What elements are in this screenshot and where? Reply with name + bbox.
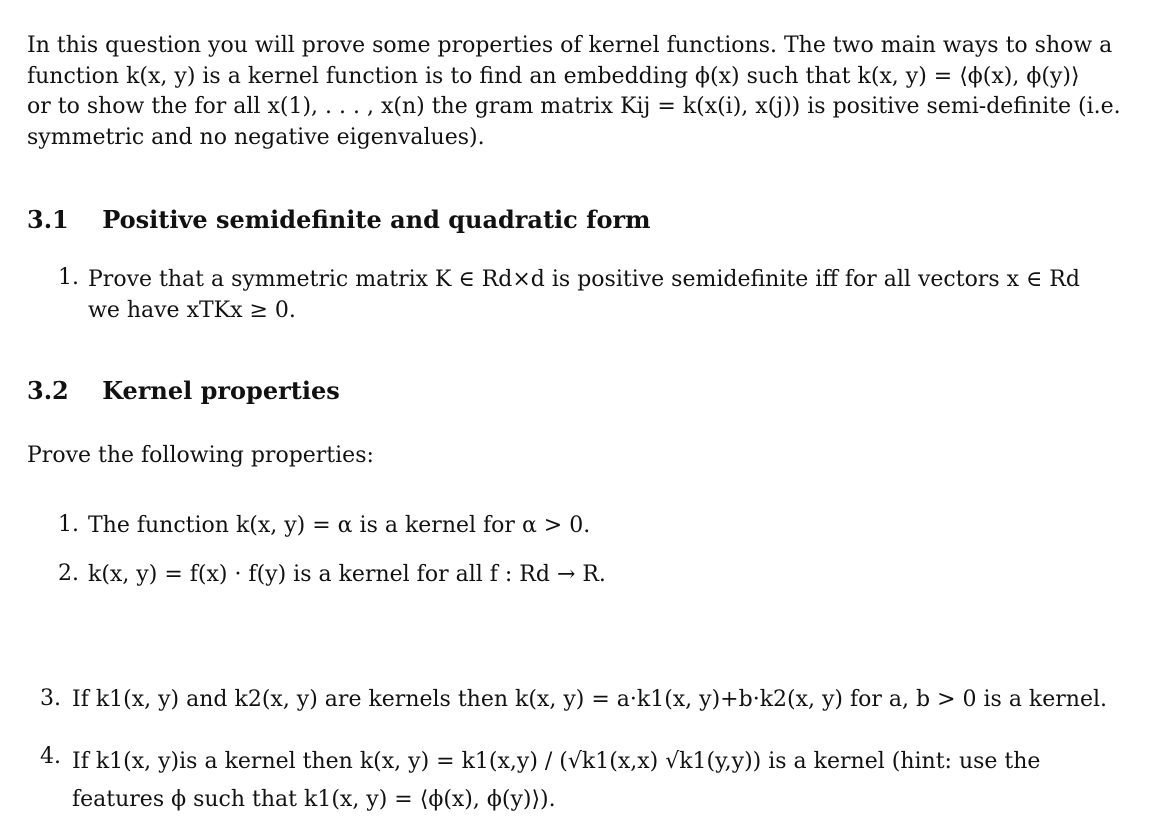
intro-line-3: or to show the for all x(1), . . . , x(n) the gram matrix Kij = k(x(i), x(j)) is positive semi-definite (i.e. [27,94,1121,119]
section-heading-3-1 [27,205,651,234]
section-number: 3.2 [27,376,69,405]
intro-line-2: function k(x, y) is a kernel function is to find an embedding ϕ(x) such that k(x, y) = ⟨ϕ(x), ϕ(y)⟩ [27,63,1080,89]
list-item: Prove that a symmetric matrix K ∈ Rd×d is positive semidefinite iff for all vectors x ∈ Rd we have xTKx ≥ 0. [88,267,1080,323]
list-item: If k1(x, y) and k2(x, y) are kernels then k(x, y) = a·k1(x, y)+b·k2(x, y) for a, b > 0 is a kernel. [72,687,1108,712]
list-number: 2. [58,561,79,586]
list-item: k(x, y) = f(x) · f(y) is a kernel for all f : Rd → R. [88,562,606,587]
list-number: 4. [40,744,61,769]
section-number: 3.1 [27,205,69,234]
section-title: Kernel properties [102,376,340,405]
list-item: If k1(x, y)is a kernel then k(x, y) = k1(x,y) / (√k1(x,x) √k1(y,y)) is a kernel (hint: use the features ϕ such that k1(x, y) = ⟨ϕ(x), ϕ(y)⟩). [72,749,1041,812]
intro-line-4: symmetric and no negative eigenvalues). [27,124,485,150]
list-number: 1. [58,512,79,537]
list-item: The function k(x, y) = α is a kernel for α > 0. [88,513,591,538]
intro-line-1: In this question you will prove some properties of kernel functions. The two main ways to show a [27,33,1113,58]
list-number: 3. [40,686,61,711]
intro-paragraph [27,31,1127,153]
section-title: Positive semidefinite and quadratic form [102,205,651,234]
list-number: 1. [58,265,79,290]
section-heading-3-2 [27,376,340,405]
section-lead: Prove the following properties: [27,443,374,468]
